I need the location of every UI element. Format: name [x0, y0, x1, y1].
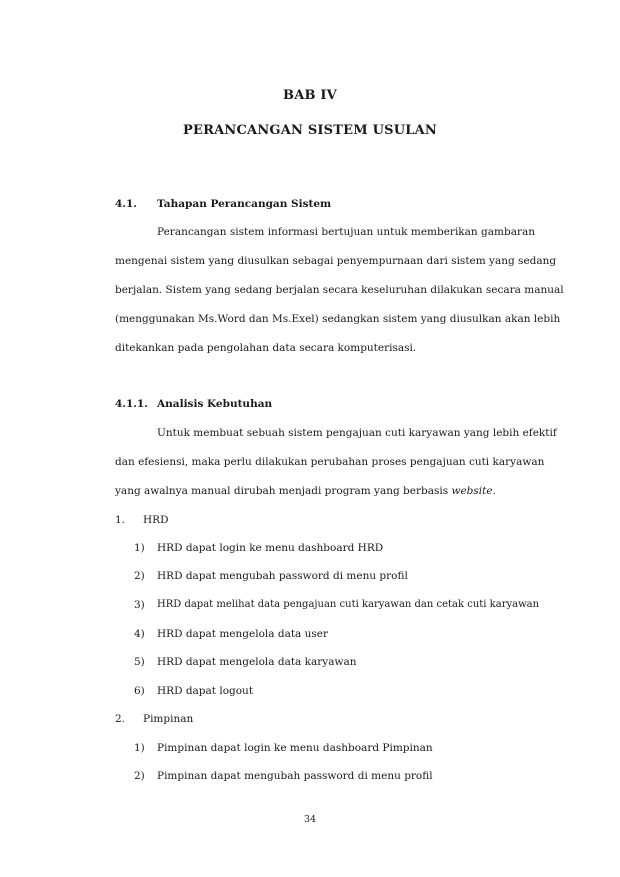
list-item-number: 4)	[134, 628, 145, 640]
list-item-number: 1)	[134, 742, 145, 754]
list-item: Pimpinan dapat login ke menu dashboard Pimpinan	[157, 742, 433, 754]
paragraph-punctuation: .	[492, 485, 496, 497]
paragraph-line: ditekankan pada pengolahan data secara komputerisasi.	[115, 342, 417, 354]
paragraph-line: mengenai sistem yang diusulkan sebagai penyempurnaan dari sistem yang sedang	[115, 255, 557, 267]
section-number: 4.1.	[115, 198, 137, 210]
paragraph-line: Perancangan sistem informasi bertujuan untuk memberikan gambaran	[157, 226, 535, 238]
subsection-number: 4.1.1.	[115, 398, 148, 410]
page-number: 34	[303, 814, 317, 825]
list-item: HRD dapat mengelola data user	[157, 628, 329, 640]
list-item-number: 5)	[134, 656, 145, 668]
list-item-number: 1)	[134, 542, 145, 554]
role-number: 1.	[115, 514, 126, 526]
subsection-heading: Analisis Kebutuhan	[157, 398, 273, 410]
list-item: HRD dapat melihat data pengajuan cuti karyawan dan cetak cuti karyawan	[157, 599, 540, 610]
role-number: 2.	[115, 713, 126, 725]
paragraph-line: (menggunakan Ms.Word dan Ms.Exel) sedangkan sistem yang diusulkan akan lebih	[115, 313, 561, 325]
list-item: HRD dapat mengubah password di menu profil	[157, 570, 408, 582]
list-item: HRD dapat login ke menu dashboard HRD	[157, 542, 384, 554]
paragraph-line: berjalan. Sistem yang sedang berjalan secara keseluruhan dilakukan secara manual	[115, 284, 564, 296]
paragraph-line: Untuk membuat sebuah sistem pengajuan cuti karyawan yang lebih efektif	[157, 427, 557, 439]
list-item-number: 2)	[134, 770, 145, 782]
role-name: Pimpinan	[143, 713, 194, 725]
chapter-title: PERANCANGAN SISTEM USULAN	[183, 123, 437, 138]
list-item: HRD dapat logout	[157, 685, 254, 697]
chapter-label: BAB IV	[283, 88, 337, 103]
paragraph-text: yang awalnya manual dirubah menjadi program yang berbasis	[115, 485, 449, 497]
paragraph-italic: website	[451, 485, 493, 497]
list-item: HRD dapat mengelola data karyawan	[157, 656, 357, 668]
list-item-number: 2)	[134, 570, 145, 582]
section-heading: Tahapan Perancangan Sistem	[157, 198, 332, 210]
list-item: Pimpinan dapat mengubah password di menu profil	[157, 770, 433, 782]
role-name: HRD	[143, 514, 169, 526]
paragraph-line: dan efesiensi, maka perlu dilakukan perubahan proses pengajuan cuti karyawan	[115, 456, 545, 468]
paragraph-line	[115, 485, 530, 497]
list-item-number: 6)	[134, 685, 145, 697]
list-item-number: 3)	[134, 599, 145, 611]
